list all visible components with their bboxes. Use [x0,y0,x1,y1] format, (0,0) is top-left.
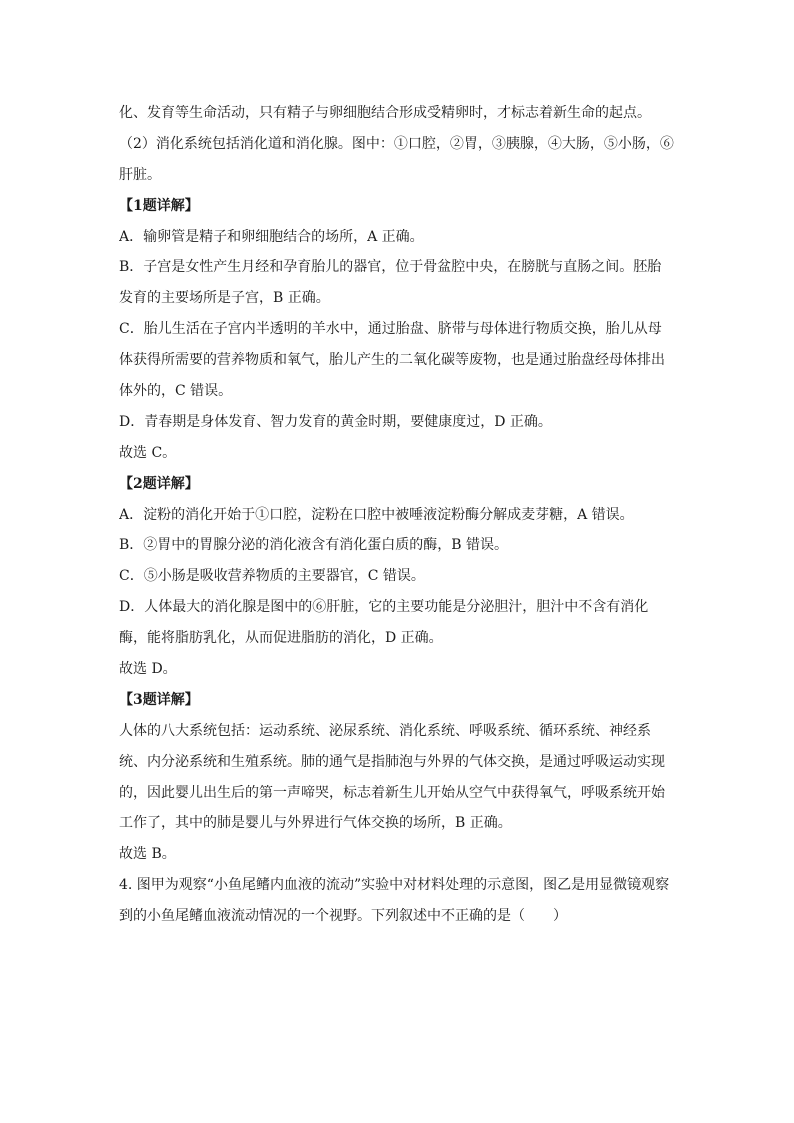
text-line: B．子宫是女性产生月经和孕育胎儿的器官，位于骨盆腔中央，在膀胱与直肠之间。胚胎 [119,259,662,276]
answer-line: 故选 C。 [119,444,177,461]
text-line: 体获得所需要的营养物质和氧气，胎儿产生的二氧化碳等废物，也是通过胎盘经母体排出 [119,352,665,369]
question-line: 4. 图甲为观察“小鱼尾鳍内血液的流动”实验中对材料处理的示意图，图乙是用显微镜观察 [119,877,670,894]
text-line: C．⑤小肠是吸收营养物质的主要器官，C 错误。 [119,568,425,585]
section-heading: 【1题详解】 [119,197,199,214]
text-line: 人体的八大系统包括：运动系统、泌尿系统、消化系统、呼吸系统、循环系统、神经系 [119,722,651,739]
text-line: 工作了，其中的肺是婴儿与外界进行气体交换的场所，B 正确。 [119,815,512,832]
text-line: 体外的，C 错误。 [119,383,233,400]
answer-line: 故选 B。 [119,846,176,863]
text-line: 肝脏。 [119,166,161,183]
text-line: 酶，能将脂肪乳化，从而促进脂肪的消化，D 正确。 [119,630,443,647]
text-line: 的，因此婴儿出生后的第一声啼哭，标志着新生儿开始从空气中获得氧气，呼吸系统开始 [119,784,665,801]
section-heading: 【2题详解】 [119,475,199,492]
text-line: B．②胃中的胃腺分泌的消化液含有消化蛋白质的酶，B 错误。 [119,537,509,554]
text-line: 发育的主要场所是子宫，B 正确。 [119,290,330,307]
text-line: C．胎儿生活在子宫内半透明的羊水中，通过胎盘、脐带与母体进行物质交换，胎儿从母 [119,321,662,338]
answer-line: 故选 D。 [119,661,177,678]
document-page [119,98,679,932]
text-line: （2）消化系统包括消化道和消化腺。图中：①口腔，②胃，③胰腺，④大肠，⑤小肠，⑥ [119,135,674,152]
text-line: D．青春期是身体发育、智力发育的黄金时期，要健康度过，D 正确。 [119,413,552,430]
text-line: D．人体最大的消化腺是图中的⑥肝脏，它的主要功能是分泌胆汁，胆汁中不含有消化 [119,599,649,616]
text-line: 统、内分泌系统和生殖系统。肺的通气是指肺泡与外界的气体交换，是通过呼吸运动实现 [119,753,665,770]
text-line: A．输卵管是精子和卵细胞结合的场所，A 正确。 [119,228,424,245]
question-line: 到的小鱼尾鳍血液流动情况的一个视野。下列叙述中不正确的是（ ） [119,908,567,925]
section-heading: 【3题详解】 [119,691,199,708]
text-line: A．淀粉的消化开始于①口腔，淀粉在口腔中被唾液淀粉酶分解成麦芽糖，A 错误。 [119,506,634,523]
text-line: 化、发育等生命活动，只有精子与卵细胞结合形成受精卵时，才标志着新生命的起点。 [119,105,651,121]
